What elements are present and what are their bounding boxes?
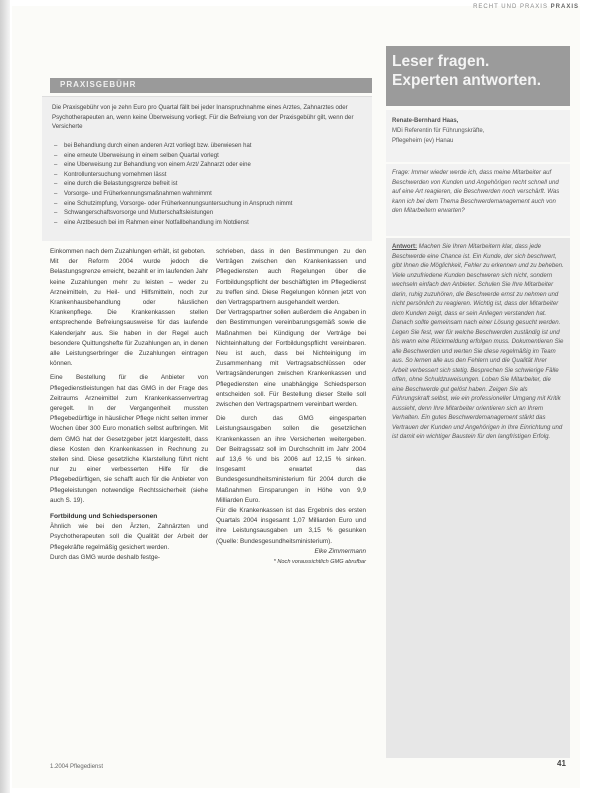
subheading: Fortbildung und Schiedspersonen	[50, 513, 158, 521]
info-box-item: – Vorsorge- und Früherkennungsmaßnahmen wahrnimmt	[52, 190, 364, 200]
paragraph: Eine Bestellung für die Anbieter von Pflegedienstleistungen hat das GMG in der Frage des Zeitraums Arzneimittel zum Krankenkassenvertrag geregelt. In der Vergangenheit mussten Pflegebedürftige in häuslicher Pflege nicht selten immer Wochen über 300 Euro monatlich selbst aufbringen. Mit dem GMG hat der Gesetzgeber jetzt klargestellt, dass diese Kosten den Krankenkassen in Rechnung zu stellen sind. Diese gesetzliche Klarstellung führt nicht nur zu einer verbesserten Hilfe für die Pflegebedürftigen, sie schafft auch für die Anbieter von Pflegeleistungen notwendige Rechtssicherheit (siehe auch S. 19).	[50, 374, 208, 504]
answer-text: Machen Sie Ihren Mitarbeitern klar, dass jede Beschwerde eine Chance ist. Ein Kunde, der sich beschwert, gibt Ihnen die Möglichkeit, Fehler zu erkennen und zu beheben. Viele unzufriedene Kunden beschweren sich nicht, sondern wechseln einfach den Anbieter. Schulen Sie Ihre Mitarbeiter darin, ruhig zuzuhören, die Beschwerde ernst zu nehmen und nicht persönlich zu reagieren. Wichtig ist, dass der Mitarbeiter dem Kunden zeigt, dass er sein Anliegen verstanden hat. Danach sollte gemeinsam nach einer Lösung gesucht werden. Legen Sie fest, wer für welche Beschwerden zuständig ist und bis wann eine Rückmeldung erfolgen muss. Dokumentieren Sie alle Beschwerden und werten Sie diese regelmäßig im Team aus. So lernen alle aus den Fehlern und die Qualität Ihrer Arbeit verbessert sich stetig. Besprechen Sie schwierige Fälle offen, ohne Schuldzuweisungen. Loben Sie Mitarbeiter, die eine Beschwerde gut gelöst haben. Zeigen Sie als Führungskraft selbst, wie ein professioneller Umgang mit Kritik aussieht, denn Ihre Mitarbeiter orientieren sich an Ihrem Verhalten. Ein gutes Beschwerdemanagement stärkt das Vertrauen der Kunden und Angehörigen in Ihre Einrichtung und ist damit ein wichtiger Baustein für den langfristigen Erfolg.	[392, 243, 564, 440]
expert-answer	[386, 238, 570, 758]
expert-box	[386, 110, 570, 162]
paragraph: Der Vertragspartner sollen außerdem die Angaben in den Bestimmungen vereinbarungsgemäß sowie die Maßnahmen bei Kündigung der Verträge bei Nichteinhaltung der Fortbildungspflicht vereinbaren. Neu ist auch, dass bei Nichteinigung im Zusammenhang mit Vertragsabschlüssen oder Vertragsänderungen zwischen Krankenkassen und Pflegediensten eine unabhängige Schiedsperson entscheiden soll. Für Bestellung dieser Stelle soll zwischen den Vertragspartnern vereinbart werden.	[216, 309, 366, 409]
qa-title-line-1: Leser fragen.	[392, 53, 490, 70]
footer-publication: 1.2004 Pflegedienst	[50, 764, 104, 770]
qa-header	[386, 46, 570, 106]
info-box-item: – eine durch die Belastungsgrenze befreit ist	[52, 180, 364, 190]
info-box-item: – eine erneute Überweisung in einem selben Quartal vorlegt	[52, 152, 364, 162]
info-box-item: – eine Arztbesuch bei im Rahmen einer Notfallbehandlung im Notdienst	[52, 219, 364, 229]
footnote: * Noch voraussichtlich GMG abrufbar	[273, 559, 366, 566]
info-box-item: – Kontrolluntersuchung vornehmen lässt	[52, 171, 364, 181]
info-box-item: – bei Behandlung durch einen anderen Arzt vorliegt bzw. überwiesen hat	[52, 142, 364, 152]
page-number: 41	[557, 759, 566, 768]
page-edge	[0, 0, 10, 793]
paragraph: Durch das GMG wurde deshalb festge-	[50, 553, 161, 561]
paragraph: Mit der Reform 2004 wurde jedoch die Belastungsgrenze erreicht, bezahlt er im laufenden Jahr keine Zuzahlungen mehr zu leisten – weder zu Arzneimitteln, zu Heil- und Hilfsmitteln, noch zur Krankenhausbehandlung oder häuslichen Krankenpflege. Die Krankenkassen stellen entsprechende Befreiungsausweise für das laufende Kalenderjahr aus. Sie haben in der Regel auch besondere Quittungshefte für Zuzahlungen an, in denen alle Leistungserbringer die Zuzahlungen eintragen können.	[50, 258, 208, 368]
paragraph: schrieben, dass in den Bestimmungen zu den Verträgen zwischen den Krankenkassen und Pflegediensten auch Regelungen über die Fortbildungspflicht der beschäftigten im Pflegedienst zu treffen sind. Diese Regelungen können jetzt von den Vertragspartnern ausgehandelt werden.	[216, 248, 366, 307]
answer-lead: Antwort:	[392, 243, 418, 250]
info-box-item: – eine Schutzimpfung, Vorsorge- oder Früherkennungsuntersuchung in Anspruch nimmt	[52, 200, 364, 210]
author-signature: Elke Zimmermann	[314, 547, 366, 555]
info-box-item: – eine Überweisung zur Behandlung von einem Arzt/ Zahnarzt oder eine	[52, 161, 364, 171]
running-header-section: PRAXIS	[550, 4, 579, 10]
info-box-list	[52, 142, 364, 228]
paragraph: Die durch das GMG eingesparten Leistungsausgaben sollen die gesetzlichen Krankenkassen an ihre Versicherten weitergeben. Der Beitragssatz soll im Durchschnitt im Jahr 2004 auf 13,6 % und bis 2006 auf 12,15 % sinken. Insgesamt erwartet das Bundesgesundheitsministerium für 2004 durch die Maßnahmen Einsparungen in Höhe von 9,9 Milliarden Euro.	[216, 415, 366, 504]
info-box-item: – Schwangerschaftsvorsorge und Mutterschaftsleistungen	[52, 209, 364, 219]
paragraph: Einkommen nach dem Zuzahlungen erhält, ist geboten.	[50, 248, 206, 255]
info-box-intro: Die Praxisgebühr von je zehn Euro pro Quartal fällt bei jeder Inanspruchnahme eines Arztes, Zahnarztes oder Psychotherapeuten an, wenn keine Überweisung vorliegt. Für die Befreiung von der Praxisgebühr gilt, wenn der Versicherte	[52, 104, 354, 130]
section-tag-label: PRAXISGEBÜHR	[60, 80, 137, 89]
reader-question: Frage: Immer wieder werde ich, dass meine Mitarbeiter auf Beschwerden von Kunden und Angehörigen recht schnell und auf eine Art reagieren, die Beschwerden noch verschärft. Was kann ich bei dem Thema Beschwerdemanagement auch von den Mitarbeitern erwarten?	[386, 164, 570, 236]
info-box	[42, 96, 372, 241]
expert-name: Renate-Bernhard Haas,	[392, 118, 459, 124]
article-column-2	[216, 247, 366, 567]
section-tag	[50, 78, 372, 93]
running-header	[473, 4, 579, 10]
qa-title-line-2: Experten antworten.	[392, 72, 541, 89]
expert-role: MDi Referentin für Führungskräfte,	[392, 128, 485, 134]
running-header-text: RECHT UND PRAXIS	[473, 4, 548, 10]
paragraph: Ähnlich wie bei den Ärzten, Zahnärzten und Psychotherapeuten soll die Qualität der Arbeit der Pflegekräfte regelmäßig gesichert werden.	[50, 523, 208, 551]
article-column-1	[50, 247, 208, 563]
expert-affiliation: Pflegeheim (ev) Hanau	[392, 138, 454, 144]
paragraph: Für die Krankenkassen ist das Ergebnis des ersten Quartals 2004 insgesamt 1,07 Milliarden Euro und ihre Leistungsausgaben um 3,15 % gesunken (Quelle: Bundesgesundheitsministerium).	[216, 507, 366, 545]
